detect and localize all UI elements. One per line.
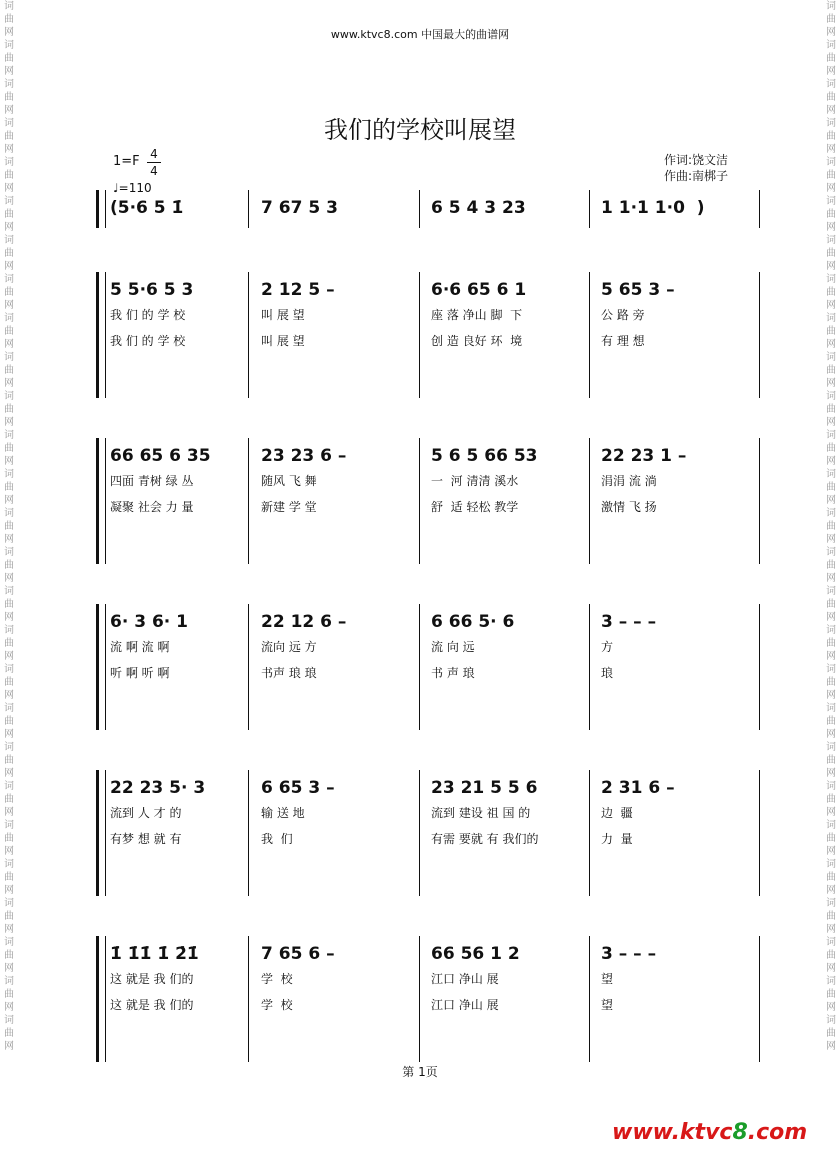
lyric-verse-2: 江口 净山 展 bbox=[431, 998, 499, 1012]
song-title: 我们的学校叫展望 bbox=[324, 116, 516, 144]
barline bbox=[248, 936, 249, 1062]
barline bbox=[419, 190, 420, 228]
barline bbox=[589, 936, 590, 1062]
barline bbox=[589, 438, 590, 564]
lyric-verse-1: 四面 青树 绿 丛 bbox=[110, 474, 194, 488]
lyric-verse-1: 随风 飞 舞 bbox=[261, 474, 317, 488]
lyric-verse-1: 学 校 bbox=[261, 972, 293, 986]
lyric-verse-1: 这 就是 我 们的 bbox=[110, 972, 194, 986]
lyric-verse-1: 流向 远 方 bbox=[261, 640, 317, 654]
lyric-verse-1: 公 路 旁 bbox=[601, 308, 645, 322]
lyric-verse-2: 舒 适 轻松 教学 bbox=[431, 500, 519, 514]
lyric-verse-1: 流 啊 流 啊 bbox=[110, 640, 170, 654]
lyric-verse-2: 我 们 bbox=[261, 832, 293, 846]
measure-notes: 3 – – – bbox=[601, 612, 657, 632]
system-bracket-line bbox=[105, 272, 106, 398]
score-system bbox=[96, 190, 764, 228]
lyric-verse-2: 书声 琅 琅 bbox=[261, 666, 317, 680]
measure-notes: 6·6 65 6 1 bbox=[431, 280, 527, 300]
lyric-verse-2: 有需 要就 有 我们的 bbox=[431, 832, 539, 846]
lyric-verse-1: 我 们 的 学 校 bbox=[110, 308, 186, 322]
measure-notes: 3 – – – bbox=[601, 944, 657, 964]
system-bracket bbox=[96, 604, 105, 730]
lyric-verse-1: 流到 建设 祖 国 的 bbox=[431, 806, 531, 820]
measure-notes: 1 1·1 1·0 ) bbox=[601, 198, 705, 218]
lyric-verse-2: 创 造 良好 环 境 bbox=[431, 334, 523, 348]
barline bbox=[419, 272, 420, 398]
meter-bottom: 4 bbox=[150, 164, 158, 178]
lyric-verse-2: 激情 飞 扬 bbox=[601, 500, 657, 514]
lyric-verse-2: 新建 学 堂 bbox=[261, 500, 317, 514]
measure-notes: 66 65 6 35 bbox=[110, 446, 211, 466]
barline bbox=[248, 604, 249, 730]
composer: 作曲:南梆子 bbox=[664, 169, 729, 183]
measure-notes: (5·6 5 1̇ bbox=[110, 198, 184, 218]
measure-notes: 5 5·6 5 3 bbox=[110, 280, 194, 300]
lyric-verse-1: 流 向 远 bbox=[431, 640, 475, 654]
lyric-verse-1: 方 bbox=[601, 640, 614, 654]
measure-notes: 66 56 1 2 bbox=[431, 944, 520, 964]
lyricist: 作词:饶文洁 bbox=[664, 153, 729, 167]
lyric-verse-2: 学 校 bbox=[261, 998, 293, 1012]
lyric-verse-2: 凝聚 社会 力 量 bbox=[110, 500, 194, 514]
barline bbox=[759, 770, 760, 896]
barline bbox=[759, 438, 760, 564]
system-bracket bbox=[96, 770, 105, 896]
side-watermark-right: 词曲网词曲网词曲网词曲网词曲网词曲网词曲网词曲网词曲网词曲网词曲网词曲网词曲网词曲网词曲网词曲网词曲网词曲网词曲网词曲网词曲网词曲网词曲网词曲网词曲网词曲网词曲网 bbox=[826, 1, 836, 1052]
barline bbox=[759, 936, 760, 1062]
key-signature: 1=F bbox=[113, 154, 140, 169]
time-signature bbox=[147, 146, 161, 179]
score-system bbox=[96, 770, 764, 896]
barline bbox=[419, 604, 420, 730]
barline bbox=[419, 438, 420, 564]
lyric-verse-2: 我 们 的 学 校 bbox=[110, 334, 186, 348]
measure-notes: 6 66 5· 6 bbox=[431, 612, 515, 632]
measure-notes: 1̇ 1̇1̇ 1̇ 2̇1̇ bbox=[110, 944, 199, 964]
lyric-verse-2: 书 声 琅 bbox=[431, 666, 475, 680]
measure-notes: 23 21 5 5 6 bbox=[431, 778, 538, 798]
measure-notes: 22 12 6 – bbox=[261, 612, 347, 632]
score-system bbox=[96, 272, 764, 398]
barline bbox=[248, 272, 249, 398]
lyric-verse-2: 有梦 想 就 有 bbox=[110, 832, 182, 846]
system-bracket bbox=[96, 438, 105, 564]
score-system bbox=[96, 604, 764, 730]
system-bracket-line bbox=[105, 770, 106, 896]
barline bbox=[248, 770, 249, 896]
lyric-verse-1: 江口 净山 展 bbox=[431, 972, 499, 986]
lyric-verse-2: 力 量 bbox=[601, 832, 633, 846]
site-logo: www.ktvc8.com bbox=[612, 1120, 808, 1145]
measure-notes: 5 65 3 – bbox=[601, 280, 675, 300]
side-watermark-left: 词曲网词曲网词曲网词曲网词曲网词曲网词曲网词曲网词曲网词曲网词曲网词曲网词曲网词曲网词曲网词曲网词曲网词曲网词曲网词曲网词曲网词曲网词曲网词曲网词曲网词曲网词曲网 bbox=[4, 1, 14, 1052]
barline bbox=[419, 936, 420, 1062]
system-bracket-line bbox=[105, 190, 106, 228]
lyric-verse-1: 望 bbox=[601, 972, 614, 986]
measure-notes: 2 31 6 – bbox=[601, 778, 675, 798]
lyric-verse-2: 望 bbox=[601, 998, 614, 1012]
barline bbox=[589, 272, 590, 398]
system-bracket-line bbox=[105, 438, 106, 564]
measure-notes: 6 65 3 – bbox=[261, 778, 335, 798]
lyric-verse-1: 边 疆 bbox=[601, 806, 633, 820]
page-number: 第 1页 bbox=[402, 1065, 438, 1079]
lyric-verse-2: 听 啊 听 啊 bbox=[110, 666, 170, 680]
measure-notes: 6 5 4 3 23 bbox=[431, 198, 526, 218]
barline bbox=[759, 604, 760, 730]
barline bbox=[759, 272, 760, 398]
barline bbox=[589, 190, 590, 228]
measure-notes: 7 65 6 – bbox=[261, 944, 335, 964]
system-bracket-line bbox=[105, 604, 106, 730]
barline bbox=[759, 190, 760, 228]
score-system bbox=[96, 936, 764, 1062]
lyric-verse-2: 琅 bbox=[601, 666, 614, 680]
measure-notes: 22 23 5· 3 bbox=[110, 778, 206, 798]
tempo-marking: ♩=110 bbox=[113, 181, 152, 195]
site-header: www.ktvc8.com 中国最大的曲谱网 bbox=[330, 28, 510, 41]
barline bbox=[589, 604, 590, 730]
barline bbox=[419, 770, 420, 896]
measure-notes: 23 23 6 – bbox=[261, 446, 347, 466]
lyric-verse-1: 一 河 清清 溪水 bbox=[431, 474, 519, 488]
system-bracket bbox=[96, 272, 105, 398]
measure-notes: 7 67 5 3 bbox=[261, 198, 338, 218]
system-bracket bbox=[96, 936, 105, 1062]
barline bbox=[248, 190, 249, 228]
barline bbox=[589, 770, 590, 896]
lyric-verse-2: 叫 展 望 bbox=[261, 334, 305, 348]
credits bbox=[664, 152, 728, 184]
lyric-verse-1: 座 落 净山 脚 下 bbox=[431, 308, 523, 322]
measure-notes: 5 6 5 66 53 bbox=[431, 446, 538, 466]
score-system bbox=[96, 438, 764, 564]
lyric-verse-2: 这 就是 我 们的 bbox=[110, 998, 194, 1012]
barline bbox=[248, 438, 249, 564]
measure-notes: 22 23 1 – bbox=[601, 446, 687, 466]
measure-notes: 2 12 5 – bbox=[261, 280, 335, 300]
lyric-verse-2: 有 理 想 bbox=[601, 334, 645, 348]
system-bracket bbox=[96, 190, 105, 228]
lyric-verse-1: 叫 展 望 bbox=[261, 308, 305, 322]
meter-top: 4 bbox=[147, 146, 161, 163]
lyric-verse-1: 输 送 地 bbox=[261, 806, 305, 820]
measure-notes: 6· 3 6· 1 bbox=[110, 612, 188, 632]
lyric-verse-1: 涓涓 流 淌 bbox=[601, 474, 657, 488]
lyric-verse-1: 流到 人 才 的 bbox=[110, 806, 182, 820]
system-bracket-line bbox=[105, 936, 106, 1062]
